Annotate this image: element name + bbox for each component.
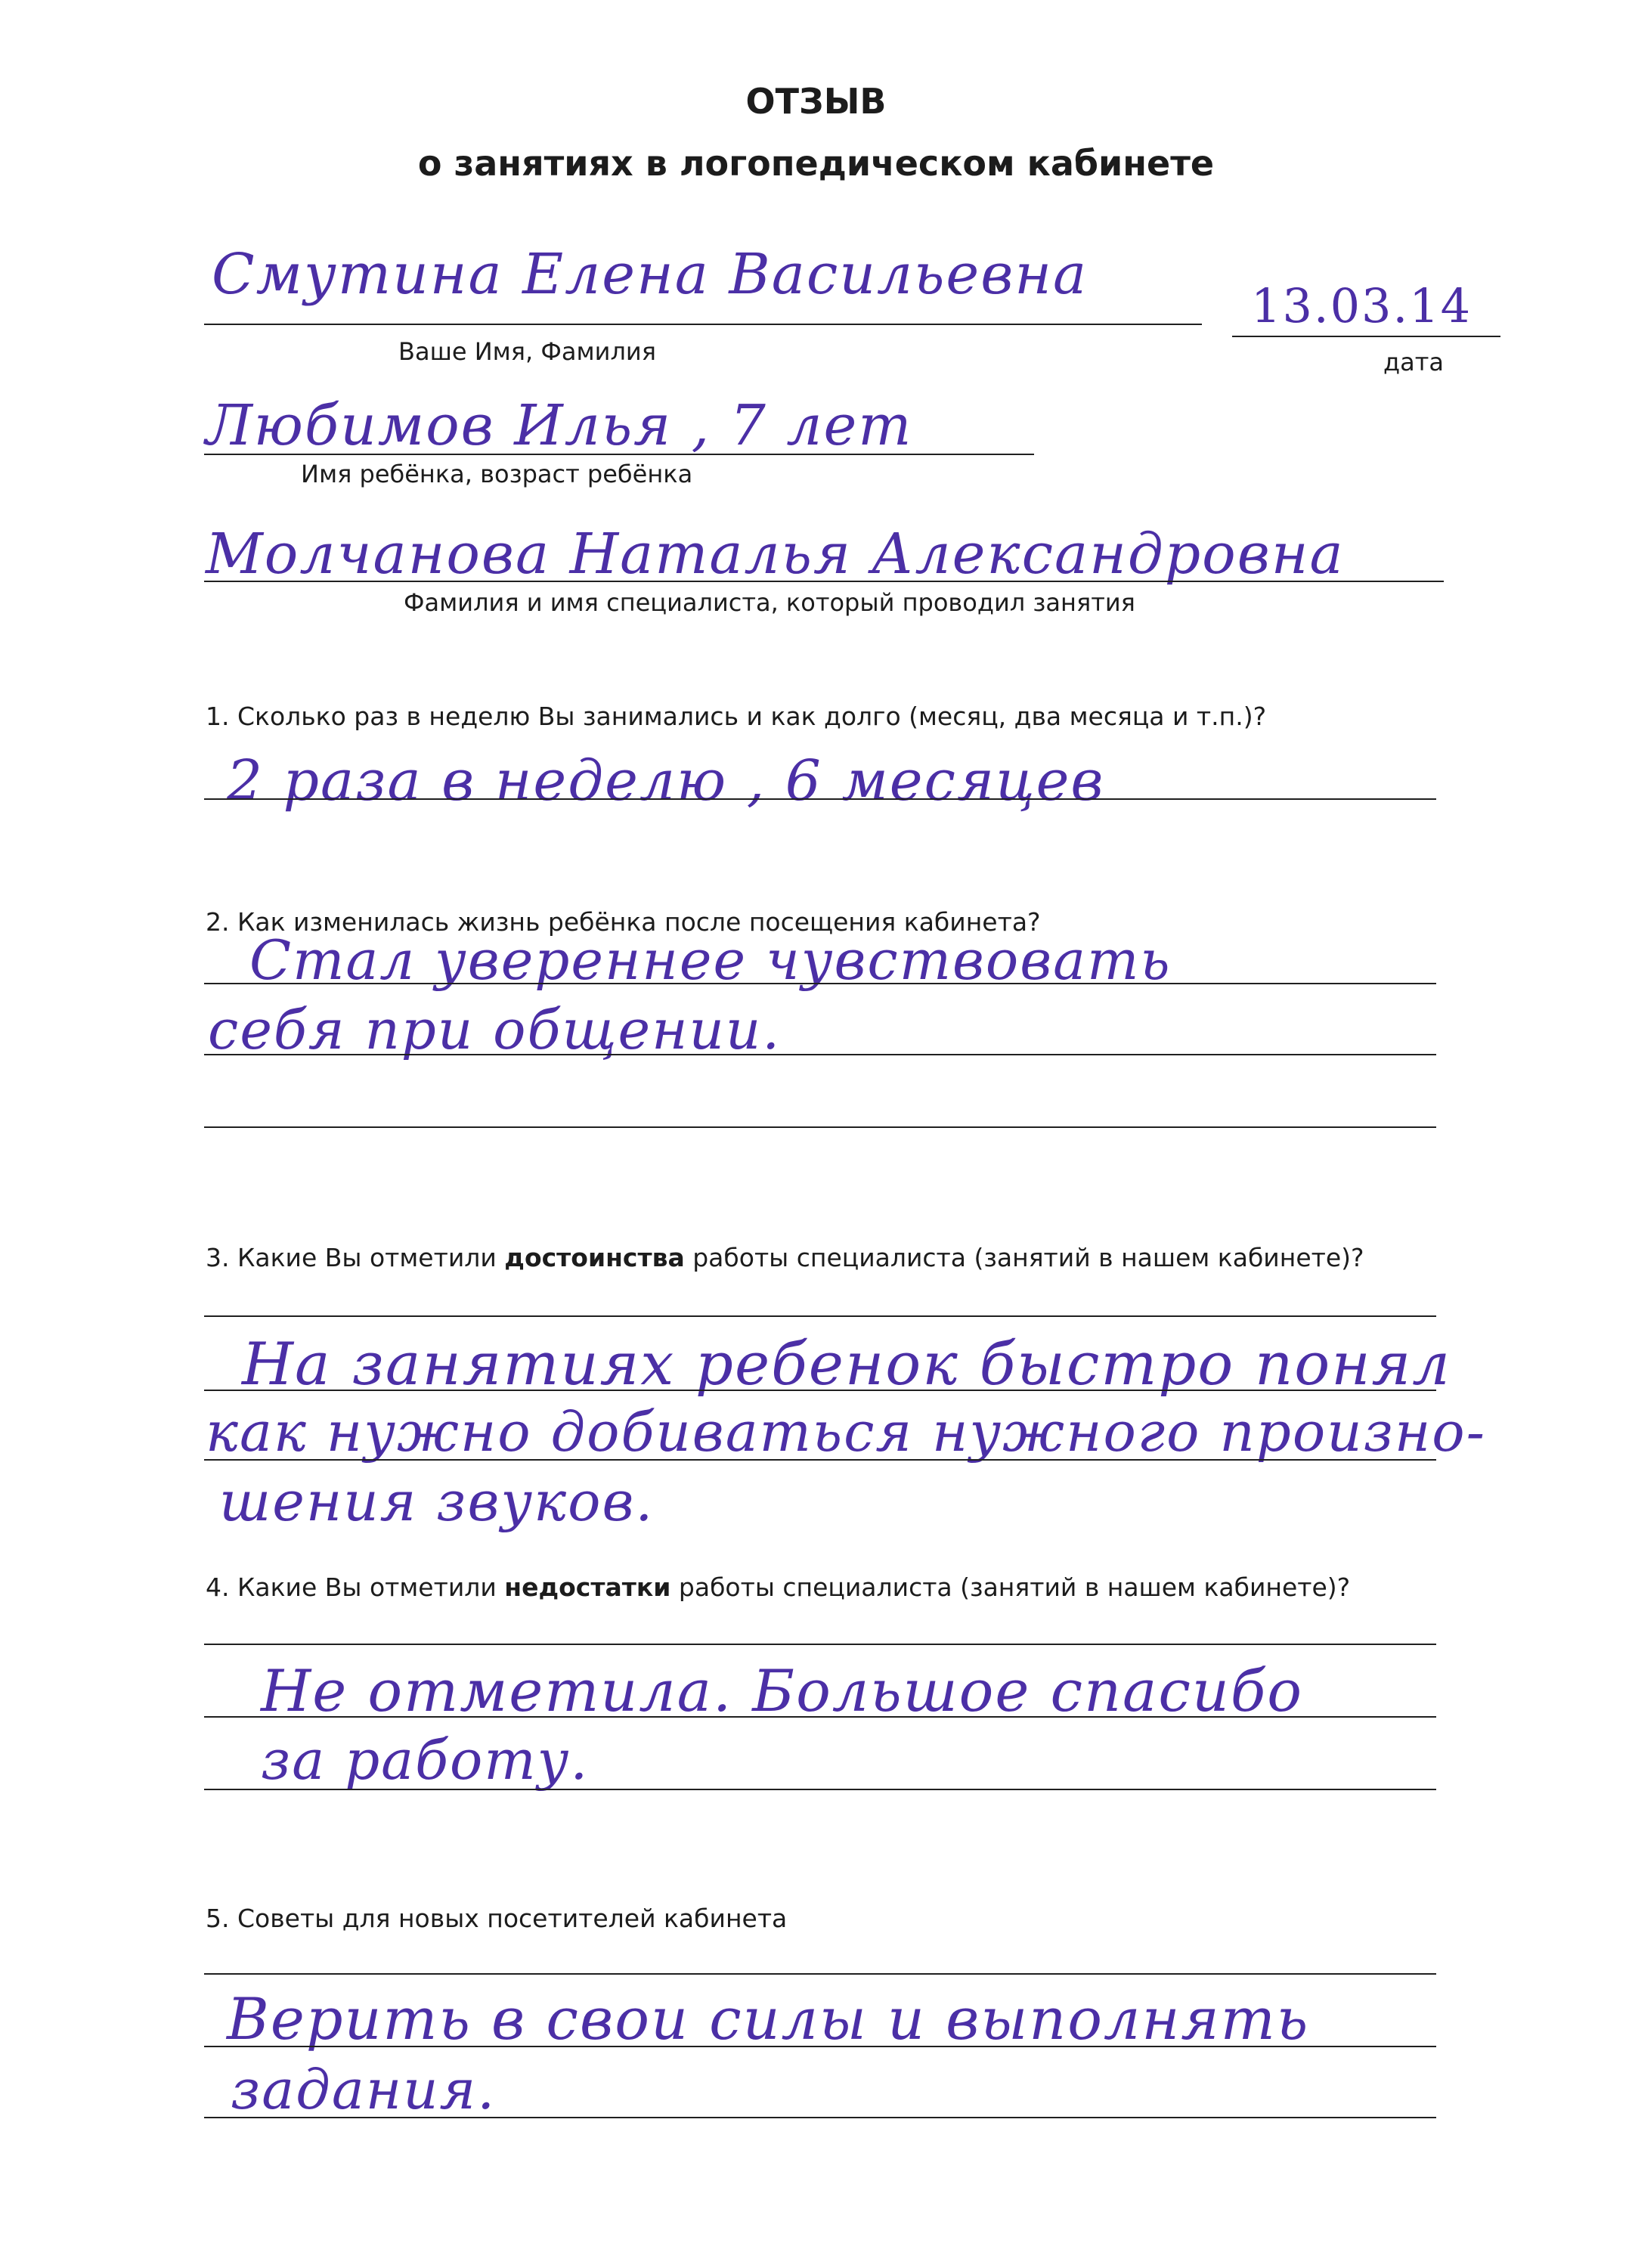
- answer-4-rule-1: [204, 1644, 1436, 1645]
- date-value: 13.03.14: [1251, 278, 1473, 333]
- specialist-caption: Фамилия и имя специалиста, который проводил занятия: [404, 588, 1135, 617]
- answer-3-rule-3: [204, 1459, 1436, 1461]
- answer-1-rule-1: [204, 798, 1436, 800]
- answer-3-rule-1: [204, 1315, 1436, 1317]
- answer-5-rule-2: [204, 2046, 1436, 2047]
- answer-5-line-1: Верить в свои силы и выполнять: [227, 1985, 1310, 2053]
- answer-5-rule-3: [204, 2117, 1436, 2118]
- question-3: [206, 1243, 1364, 1272]
- answer-4-rule-2: [204, 1716, 1436, 1718]
- child-caption: Имя ребёнка, возраст ребёнка: [301, 460, 693, 488]
- question-4: [206, 1572, 1350, 1602]
- question-2: 2. Как изменилась жизнь ребёнка после посещения кабинета?: [206, 907, 1041, 937]
- date-line: [1232, 336, 1500, 337]
- question-1: 1. Сколько раз в неделю Вы занимались и как долго (месяц, два месяца и т.п.)?: [206, 702, 1267, 731]
- answer-2-rule-3: [204, 1126, 1436, 1128]
- answer-2-line-2: себя при общении.: [208, 998, 782, 1061]
- answer-3-line-2: как нужно добиваться нужного произно-: [206, 1400, 1486, 1464]
- answer-3-rule-2: [204, 1390, 1436, 1391]
- question-4-suffix: работы специалиста (занятий в нашем кабинете)?: [670, 1572, 1351, 1602]
- answer-4-line-2: за работу.: [261, 1728, 590, 1792]
- answer-3-line-1: На занятиях ребенок быстро понял: [242, 1331, 1451, 1399]
- document-subtitle: о занятиях в логопедическом кабинете: [417, 143, 1215, 184]
- answer-4-rule-3: [204, 1789, 1436, 1790]
- answer-2-line-1: Стал увереннее чувствовать: [249, 928, 1172, 992]
- answer-5-line-2: задания.: [231, 2058, 497, 2121]
- specialist-value: Молчанова Наталья Александровна: [206, 522, 1345, 587]
- question-5: 5. Советы для новых посетителей кабинета: [206, 1904, 788, 1933]
- name-value: Смутина Елена Васильевна: [212, 242, 1089, 307]
- child-value: Любимов Илья , 7 лет: [206, 393, 913, 458]
- answer-4-line-1: Не отметила. Большое спасибо: [261, 1657, 1303, 1724]
- question-3-bold: достоинства: [504, 1243, 685, 1272]
- child-line: [204, 454, 1034, 455]
- date-caption: дата: [1383, 348, 1444, 376]
- name-line: [204, 324, 1202, 325]
- question-4-bold: недостатки: [504, 1572, 671, 1602]
- answer-2-rule-2: [204, 1054, 1436, 1055]
- answer-2-rule-1: [204, 983, 1436, 984]
- question-3-suffix: работы специалиста (занятий в нашем кабинете)?: [684, 1243, 1364, 1272]
- answer-5-rule-1: [204, 1973, 1436, 1975]
- question-4-prefix: 4. Какие Вы отметили: [206, 1572, 505, 1602]
- answer-3-line-3: шения звуков.: [219, 1470, 655, 1533]
- answer-1-line-1: 2 раза в неделю , 6 месяцев: [227, 748, 1105, 813]
- name-caption: Ваше Имя, Фамилия: [398, 337, 656, 366]
- specialist-line: [204, 581, 1444, 582]
- document-title: ОТЗЫВ: [745, 81, 887, 122]
- question-3-prefix: 3. Какие Вы отметили: [206, 1243, 505, 1272]
